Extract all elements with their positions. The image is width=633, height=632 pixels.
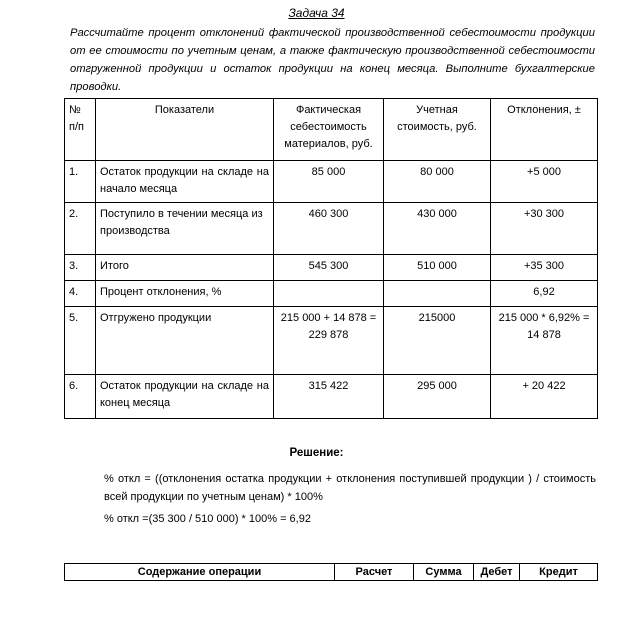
table-row: [65, 161, 598, 203]
table-row: [65, 307, 598, 375]
table-header-row: [65, 99, 598, 161]
row-acc: 215000: [384, 307, 491, 375]
row-label: Процент отклонения, %: [96, 281, 274, 307]
row-acc: 295 000: [384, 375, 491, 419]
task-title: Задача 34: [288, 6, 345, 20]
data-table: [64, 98, 598, 419]
row-dev: + 20 422: [491, 375, 598, 419]
row-acc: 430 000: [384, 203, 491, 255]
header-actual-cost: Фактическая себестоимость материалов, руб.: [274, 99, 384, 161]
table-row: [65, 255, 598, 281]
row-num: 5.: [65, 307, 96, 375]
header-indicator: Показатели: [96, 99, 274, 161]
header-accounting-cost: Учетная стоимость, руб.: [384, 99, 491, 161]
row-num: 3.: [65, 255, 96, 281]
row-acc: 80 000: [384, 161, 491, 203]
row-dev: +30 300: [491, 203, 598, 255]
header-deviation: Отклонения, ±: [491, 99, 598, 161]
row-fact: [274, 281, 384, 307]
ops-header-credit: Кредит: [520, 564, 598, 581]
row-fact: 85 000: [274, 161, 384, 203]
table-row: [65, 375, 598, 419]
row-num: 1.: [65, 161, 96, 203]
row-num: 6.: [65, 375, 96, 419]
task-text: Рассчитайте процент отклонений фактической производственной себестоимости продукции от ее стоимости по учетным ценам, а также фактическую производственной себестоимости отгруженной продукции и остаток продукции на конец месяца. Выполните бухгалтерские проводки.: [70, 27, 595, 93]
row-fact: 460 300: [274, 203, 384, 255]
ops-header-calc: Расчет: [335, 564, 414, 581]
row-label: Остаток продукции на складе на конец месяца: [96, 375, 274, 419]
row-label: Отгружено продукции: [96, 307, 274, 375]
row-label: Итого: [96, 255, 274, 281]
row-label: Поступило в течении месяца из производства: [96, 203, 274, 255]
row-label: Остаток продукции на складе на начало месяца: [96, 161, 274, 203]
solution-heading: Решение:: [289, 447, 344, 459]
row-fact: 215 000 + 14 878 = 229 878: [274, 307, 384, 375]
row-num: 4.: [65, 281, 96, 307]
operations-header-row: [65, 564, 598, 581]
table-row: [65, 203, 598, 255]
row-fact: 315 422: [274, 375, 384, 419]
formula-deviation-definition: % откл = ((отклонения остатка продукции + отклонения поступившей продукции ) / стоимость всей продукции по учетным ценам) * 100%: [104, 473, 596, 503]
formula-deviation-calculation: % откл =(35 300 / 510 000) * 100% = 6,92: [104, 513, 311, 525]
row-acc: [384, 281, 491, 307]
row-dev: 6,92: [491, 281, 598, 307]
row-dev: +5 000: [491, 161, 598, 203]
row-acc: 510 000: [384, 255, 491, 281]
row-num: 2.: [65, 203, 96, 255]
ops-header-sum: Сумма: [414, 564, 474, 581]
header-num: № п/п: [65, 99, 96, 161]
operations-table: [64, 563, 598, 581]
ops-header-debit: Дебет: [474, 564, 520, 581]
row-dev: +35 300: [491, 255, 598, 281]
row-fact: 545 300: [274, 255, 384, 281]
ops-header-content: Содержание операции: [65, 564, 335, 581]
row-dev: 215 000 * 6,92% = 14 878: [491, 307, 598, 375]
table-row: [65, 281, 598, 307]
